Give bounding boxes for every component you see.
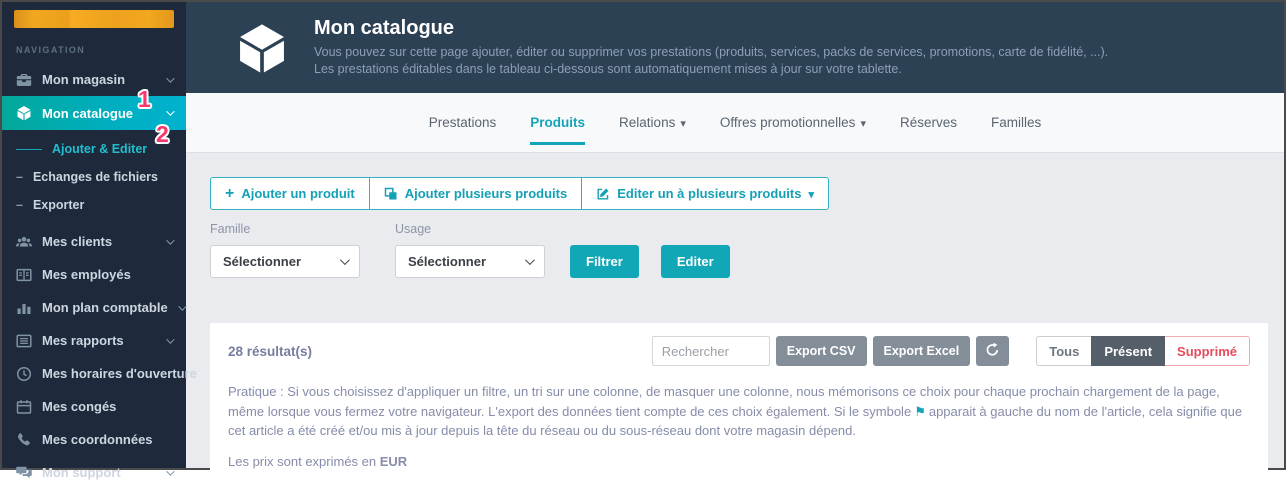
clock-icon: [16, 366, 32, 382]
edit-multiple-products-button[interactable]: [581, 177, 829, 210]
chevron-down-icon: [808, 186, 814, 201]
filters-row: [210, 222, 1268, 278]
tab-label: Familles: [991, 115, 1042, 130]
refresh-icon: [985, 342, 1000, 360]
annotation-step-2: 2: [156, 121, 169, 147]
segment-supprime[interactable]: Supprimé: [1164, 336, 1250, 366]
submenu-item-label: – Exporter: [32, 198, 85, 212]
network-flag-icon: ⚑: [914, 403, 926, 419]
page-description-line1: Vous pouvez sur cette page ajouter, éditer ou supprimer vos prestations (produits, services, packs de services, promotions, carte de fidélité, ...).: [314, 45, 1109, 59]
refresh-button[interactable]: [976, 336, 1009, 366]
chevron-down-icon: [178, 302, 186, 310]
tab-label: Relations ▾: [619, 115, 686, 130]
currency-code: EUR: [379, 453, 408, 469]
segment-tous[interactable]: Tous: [1036, 336, 1092, 366]
sidebar-item-label: Mon plan comptable: [42, 300, 168, 315]
practical-info-text: [228, 382, 1250, 441]
tab-familles[interactable]: [991, 93, 1041, 152]
chevron-down-icon: [166, 335, 174, 343]
search-input[interactable]: [652, 336, 770, 366]
sidebar-item-label: Mes coordonnées: [42, 432, 153, 447]
tab-label: Offres promotionnelles ▾: [720, 115, 866, 130]
prices-line: [228, 454, 1250, 469]
chevron-down-icon: [166, 467, 174, 475]
edit-icon: [596, 187, 610, 201]
sidebar-item-mes-conges[interactable]: [2, 390, 186, 423]
sidebar-item-label: Mon catalogue: [42, 105, 134, 121]
product-actions-group: [210, 177, 829, 210]
add-product-button[interactable]: [210, 177, 370, 210]
page-header: [186, 2, 1284, 93]
usage-select[interactable]: [395, 245, 545, 278]
filter-button[interactable]: Filtrer: [570, 245, 639, 278]
select-value: Sélectionner: [223, 254, 302, 269]
tab-relations[interactable]: [619, 93, 686, 152]
status-segmented-control: [1036, 336, 1250, 366]
briefcase-icon: [16, 72, 32, 88]
info-text-before: Pratique : Si vous choisissez d'appliquer un filtre, un tri sur une colonne, de masquer une colonne, nous mémorisons ce choix pour chaque prochain chargement de la page, même lorsque vous fermez votre navigateur. L'export des données tient compte de ces choix également. Si le symbole: [228, 384, 1220, 419]
famille-select[interactable]: [210, 245, 360, 278]
sidebar-item-mon-support[interactable]: [2, 456, 186, 489]
content-area: [186, 153, 1284, 489]
sidebar-item-label: Mes rapports: [42, 333, 124, 348]
store-logo[interactable]: [14, 10, 174, 28]
catalogue-cube-icon: [235, 21, 289, 75]
comments-icon: [16, 465, 32, 481]
tab-offres-promotionnelles[interactable]: [720, 93, 866, 152]
submenu-item-label: – Echanges de fichiers: [32, 170, 159, 184]
sidebar-item-mon-magasin[interactable]: [2, 63, 186, 96]
usage-filter: [395, 222, 545, 278]
prices-text: Les prix sont exprimés en: [228, 453, 380, 469]
select-value: Sélectionner: [408, 254, 487, 269]
list-icon: [16, 333, 32, 349]
main-area: [186, 2, 1284, 468]
page-description-line2: Les prestations éditables dans le tableau ci-dessous sont automatiquement mises à jour sur votre tablette.: [314, 62, 902, 76]
calendar-icon: [16, 399, 32, 415]
famille-filter: [210, 222, 360, 278]
sidebar-item-label: Mes congés: [42, 399, 117, 414]
tab-label: Produits: [530, 115, 586, 130]
sidebar-item-mes-coordonnees[interactable]: [2, 423, 186, 456]
sidebar-item-label: Mon magasin: [42, 72, 126, 87]
sidebar-item-label: Mes horaires d'ouverture: [42, 366, 197, 381]
cube-icon: [16, 105, 32, 121]
sidebar-item-label: Mon support: [42, 465, 121, 480]
submenu-item-echanges-fichiers[interactable]: [2, 163, 186, 191]
chevron-down-icon: [166, 74, 174, 82]
button-label: Editer un à plusieurs produits: [617, 186, 802, 201]
sidebar-item-label: Mes clients: [42, 234, 113, 249]
sidebar-item-mes-rapports[interactable]: [2, 324, 186, 357]
button-label: Ajouter un produit: [241, 186, 355, 201]
chevron-down-icon: [166, 107, 174, 115]
submenu-item-exporter[interactable]: [2, 191, 186, 219]
chevron-down-icon: [340, 255, 350, 265]
results-panel: [210, 323, 1268, 489]
segment-present[interactable]: Présent: [1091, 336, 1165, 366]
id-card-icon: [16, 267, 32, 283]
sidebar-item-mes-clients[interactable]: [2, 225, 186, 258]
chevron-down-icon: [166, 236, 174, 244]
sidebar-item-label: Mes employés: [42, 267, 131, 282]
add-multiple-products-button[interactable]: [369, 177, 583, 210]
export-excel-button[interactable]: Export Excel: [873, 336, 971, 366]
sidebar-item-mon-plan-comptable[interactable]: [2, 291, 186, 324]
tab-label: Prestations: [428, 115, 497, 130]
plus-icon: [225, 186, 234, 201]
nav-section-label: NAVIGATION: [16, 45, 86, 55]
results-bar: [228, 336, 1250, 366]
export-csv-button[interactable]: Export CSV: [776, 336, 867, 366]
results-toolbar: [652, 336, 1250, 366]
annotation-step-1: 1: [138, 86, 151, 112]
tab-bar: [186, 93, 1284, 153]
chevron-down-icon: [525, 255, 535, 265]
tab-reserves[interactable]: [900, 93, 957, 152]
phone-icon: [16, 432, 32, 448]
clone-icon: [384, 187, 398, 201]
usage-label: Usage: [395, 222, 432, 236]
edit-button[interactable]: Editer: [661, 245, 730, 278]
sidebar-item-mes-horaires[interactable]: [2, 357, 197, 390]
users-icon: [16, 234, 32, 250]
button-label: Ajouter plusieurs produits: [404, 186, 568, 201]
tab-label: Réserves: [899, 115, 957, 130]
famille-label: Famille: [210, 222, 251, 236]
sidebar: [2, 2, 197, 480]
submenu-item-label: ——— Ajouter & Editer: [52, 142, 148, 156]
tab-prestations[interactable]: [429, 93, 497, 152]
bar-chart-icon: [16, 300, 32, 316]
page-header-text: [314, 17, 1108, 78]
info-text-after: apparait à gauche du nom de l'article, cela signifie que cet article a été créé et/ou mis à jour depuis la tête du réseau ou du sous-réseau dont votre magasin dépend.: [228, 403, 1243, 438]
results-count: 28 résultat(s): [228, 343, 313, 359]
page-title: Mon catalogue: [314, 17, 455, 39]
tab-produits[interactable]: [530, 93, 585, 152]
sidebar-item-mes-employes[interactable]: [2, 258, 186, 291]
